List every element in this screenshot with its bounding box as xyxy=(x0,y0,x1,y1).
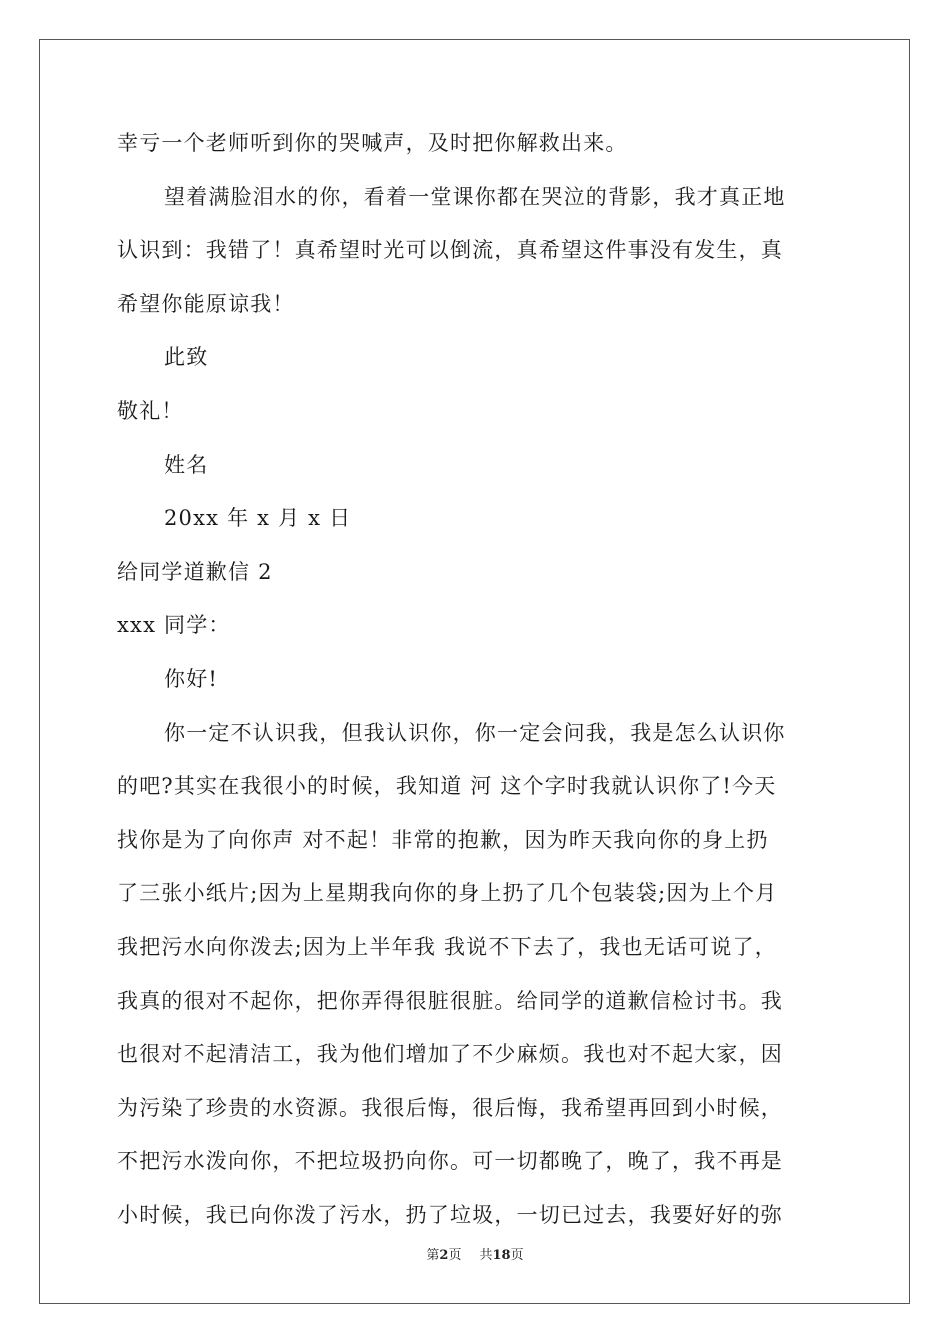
text-line: 望着满脸泪水的你，看着一堂课你都在哭泣的背影，我才真正地 xyxy=(164,184,786,209)
text-line: 敬礼！ xyxy=(117,399,184,423)
text-line: 认识到：我错了！真希望时光可以倒流，真希望这件事没有发生，真 xyxy=(117,238,783,263)
total-suffix: 页 xyxy=(510,1248,524,1263)
text-line: 你一定不认识我，但我认识你，你一定会问我，我是怎么认识你 xyxy=(164,720,786,745)
text-line: 姓名 xyxy=(164,452,209,477)
text-line: 给同学道歉信 2 xyxy=(117,559,273,584)
total-pages: 18 xyxy=(492,1248,511,1263)
text-line: 了三张小纸片;因为上星期我向你的身上扔了几个包装袋;因为上个月 xyxy=(117,881,778,906)
text-line: xxx 同学： xyxy=(117,613,231,638)
text-line: 不把污水泼向你，不把垃圾扔向你。可一切都晚了，晚了，我不再是 xyxy=(117,1149,783,1174)
text-line: 我把污水向你泼去;因为上半年我 我说不下去了，我也无话可说了， xyxy=(117,935,777,959)
text-line: 此致 xyxy=(164,345,209,370)
text-line: 你好! xyxy=(164,667,219,691)
text-line: 幸亏一个老师听到你的哭喊声，及时把你解救出来。 xyxy=(117,131,628,155)
text-line: 也很对不起清洁工，我为他们增加了不少麻烦。我也对不起大家，因 xyxy=(117,1042,783,1067)
total-prefix: 共 xyxy=(479,1248,493,1263)
text-line: 找你是为了向你声 对不起！非常的抱歉，因为昨天我向你的身上扔 xyxy=(117,827,769,852)
page-number: 2 xyxy=(439,1248,449,1263)
page-prefix: 第 xyxy=(426,1248,440,1263)
text-line: 20xx 年 x 月 x 日 xyxy=(164,506,352,531)
text-line: 我真的很对不起你，把你弄得很脏很脏。给同学的道歉信检讨书。我 xyxy=(117,988,783,1013)
text-line: 小时候，我已向你泼了污水，扔了垃圾，一切已过去，我要好好的弥 xyxy=(117,1203,783,1227)
page-suffix: 页 xyxy=(448,1248,462,1263)
text-line: 希望你能原谅我！ xyxy=(117,291,295,316)
text-line: 的吧?其实在我很小的时候，我知道 河 这个字时我就认识你了!今天 xyxy=(117,774,777,799)
page-footer xyxy=(0,1248,950,1264)
text-line: 为污染了珍贵的水资源。我很后悔，很后悔，我希望再回到小时候， xyxy=(117,1095,783,1120)
